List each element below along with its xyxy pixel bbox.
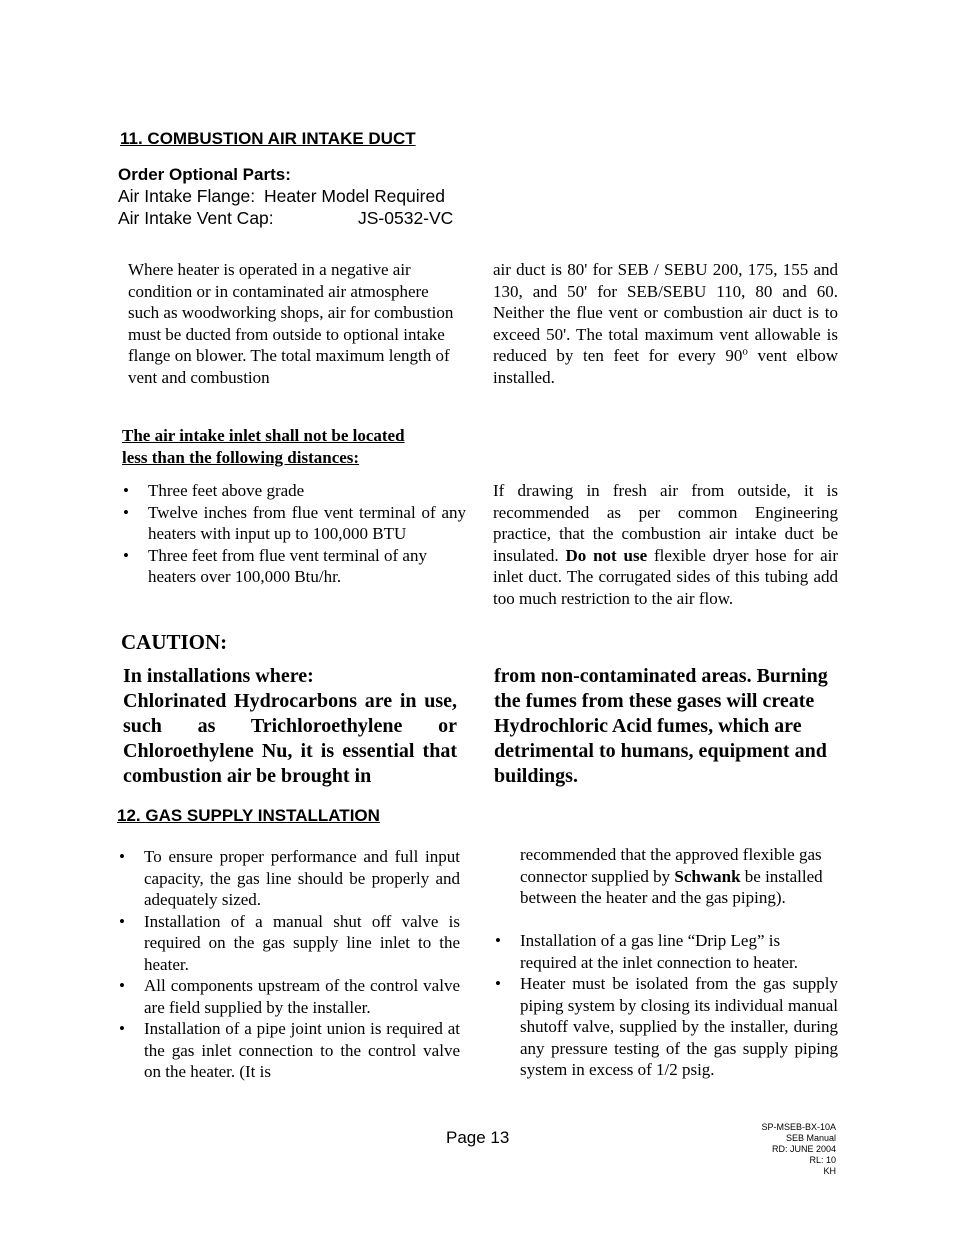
caution-right — [494, 664, 844, 789]
part-name: Air Intake Vent Cap: — [118, 208, 274, 228]
meta-manual: SEB Manual — [785, 1133, 836, 1143]
distances-list — [121, 480, 466, 588]
bullet-icon: • — [119, 1019, 125, 1038]
list-item — [121, 502, 466, 545]
parts-list — [118, 185, 468, 229]
degree-superscript: o — [742, 345, 748, 358]
list-item-text: Installation of a gas line “Drip Leg” is required at the inlet connection to heater. — [520, 931, 799, 972]
list-item — [493, 930, 810, 973]
part-row — [118, 185, 468, 207]
bullet-icon: • — [119, 847, 125, 866]
list-item — [117, 975, 460, 1018]
list-item — [117, 846, 460, 911]
distances-title — [122, 425, 405, 469]
list-item-text: To ensure proper performance and full input capacity, the gas line should be properly and adequately sized. — [144, 847, 460, 909]
list-item-text: Three feet above grade — [148, 481, 305, 500]
intake-paragraph-right-tail: vent elbow installed. — [493, 346, 838, 387]
page-number: Page 13 — [446, 1128, 510, 1147]
distances-title-line-1: The air intake inlet shall not be located — [122, 426, 405, 445]
list-item-text: Installation of a pipe joint union is required at the gas inlet connection to the control valve on the heater. (It is — [144, 1019, 460, 1081]
bullet-icon: • — [119, 911, 125, 931]
fresh-air-paragraph — [493, 480, 838, 609]
meta-revision: RL: 10 — [809, 1155, 836, 1165]
list-item — [117, 1018, 460, 1083]
document-meta — [761, 1122, 836, 1177]
list-item — [117, 911, 460, 976]
gas-connector-text: recommended that the approved flexible gas connector supplied by — [520, 845, 822, 886]
bullet-icon: • — [123, 502, 129, 522]
brand-name: Schwank — [674, 866, 741, 886]
list-item-text: Installation of a manual shut off valve is required on the gas supply line inlet to the heater. — [144, 911, 460, 974]
part-name: Air Intake Flange: — [118, 186, 256, 206]
intake-paragraph-right-text: air duct is 80' for SEB / SEBU 200, 175, 155 and 130, and 50' for SEB/SEBU 110, 80 and 60. Neither the flue vent or combustion air duct is to exceed 50'. The total maximum vent allowable is reduced by ten feet for every 90 — [493, 260, 838, 365]
list-item-text: All components upstream of the control valve are field supplied by the installer. — [144, 976, 460, 1017]
fresh-air-text: If drawing in fresh air from outside, it is recommended as per common Engineering practice, that the combustion air intake duct be insulated. — [493, 481, 838, 565]
distances-title-line-2: less than the following distances: — [122, 448, 360, 467]
caution-left-text: Chlorinated Hydrocarbons are in use, such as Trichloroethylene or Chloroethylene Nu, it is essential that combustion air be brought in — [123, 690, 457, 787]
bullet-icon: • — [123, 481, 129, 500]
caution-right-text: from non-contaminated areas. Burning the fumes from these gases will create Hydrochloric Acid fumes, which are detrimental to humans, equipment and buildings. — [494, 665, 828, 787]
gas-supply-list-right — [493, 930, 838, 1081]
part-row — [118, 207, 468, 229]
list-item — [493, 973, 838, 1081]
bullet-icon: • — [495, 931, 501, 950]
order-parts-title: Order Optional Parts: — [118, 165, 291, 184]
list-item-text: Heater must be isolated from the gas supply piping system by closing its individual manual shutoff valve, supplied by the installer, during any pressure testing of the gas supply piping system in excess of 1/2 psig. — [520, 974, 838, 1079]
meta-doc-id: SP-MSEB-BX-10A — [761, 1122, 836, 1132]
caution-left — [123, 664, 457, 789]
gas-supply-list-left — [117, 846, 460, 1083]
fresh-air-text-tail: flexible dryer hose for air inlet duct. The corrugated sides of this tubing add too much restriction to the air flow. — [493, 545, 838, 608]
caution-left-line-1: In installations where: — [123, 665, 314, 687]
bullet-icon: • — [123, 545, 129, 565]
bullet-icon: • — [119, 976, 125, 995]
section-12-heading: 12. GAS SUPPLY INSTALLATION — [117, 806, 380, 825]
bullet-icon: • — [495, 974, 501, 993]
section-11-heading: 11. COMBUSTION AIR INTAKE DUCT — [120, 129, 416, 148]
part-value: JS-0532-VC — [358, 208, 454, 228]
list-item — [121, 545, 428, 588]
gas-connector-continuation — [520, 844, 830, 909]
list-item — [121, 480, 466, 502]
intake-paragraph-left — [128, 259, 464, 388]
intake-paragraph-right — [493, 259, 838, 388]
meta-date: RD: JUNE 2004 — [771, 1144, 836, 1154]
list-item-text: Three feet from flue vent terminal of any heaters over 100,000 Btu/hr. — [148, 545, 427, 586]
fresh-air-emphasis: Do not use — [565, 545, 648, 565]
part-value: Heater Model Required — [264, 186, 445, 206]
intake-paragraph-left-text: Where heater is operated in a negative air condition or in contaminated air atmosphere such as woodworking shops, air for combustion must be ducted from outside to optional intake flange on blower. The total maximum length of vent and combustion — [128, 260, 454, 387]
caution-title: CAUTION: — [121, 630, 228, 654]
list-item-text: Twelve inches from flue vent terminal of any heaters with input up to 100,000 BTU — [148, 502, 466, 543]
gas-connector-text-tail: be installed between the heater and the gas piping). — [520, 866, 823, 907]
meta-author: KH — [823, 1166, 836, 1176]
